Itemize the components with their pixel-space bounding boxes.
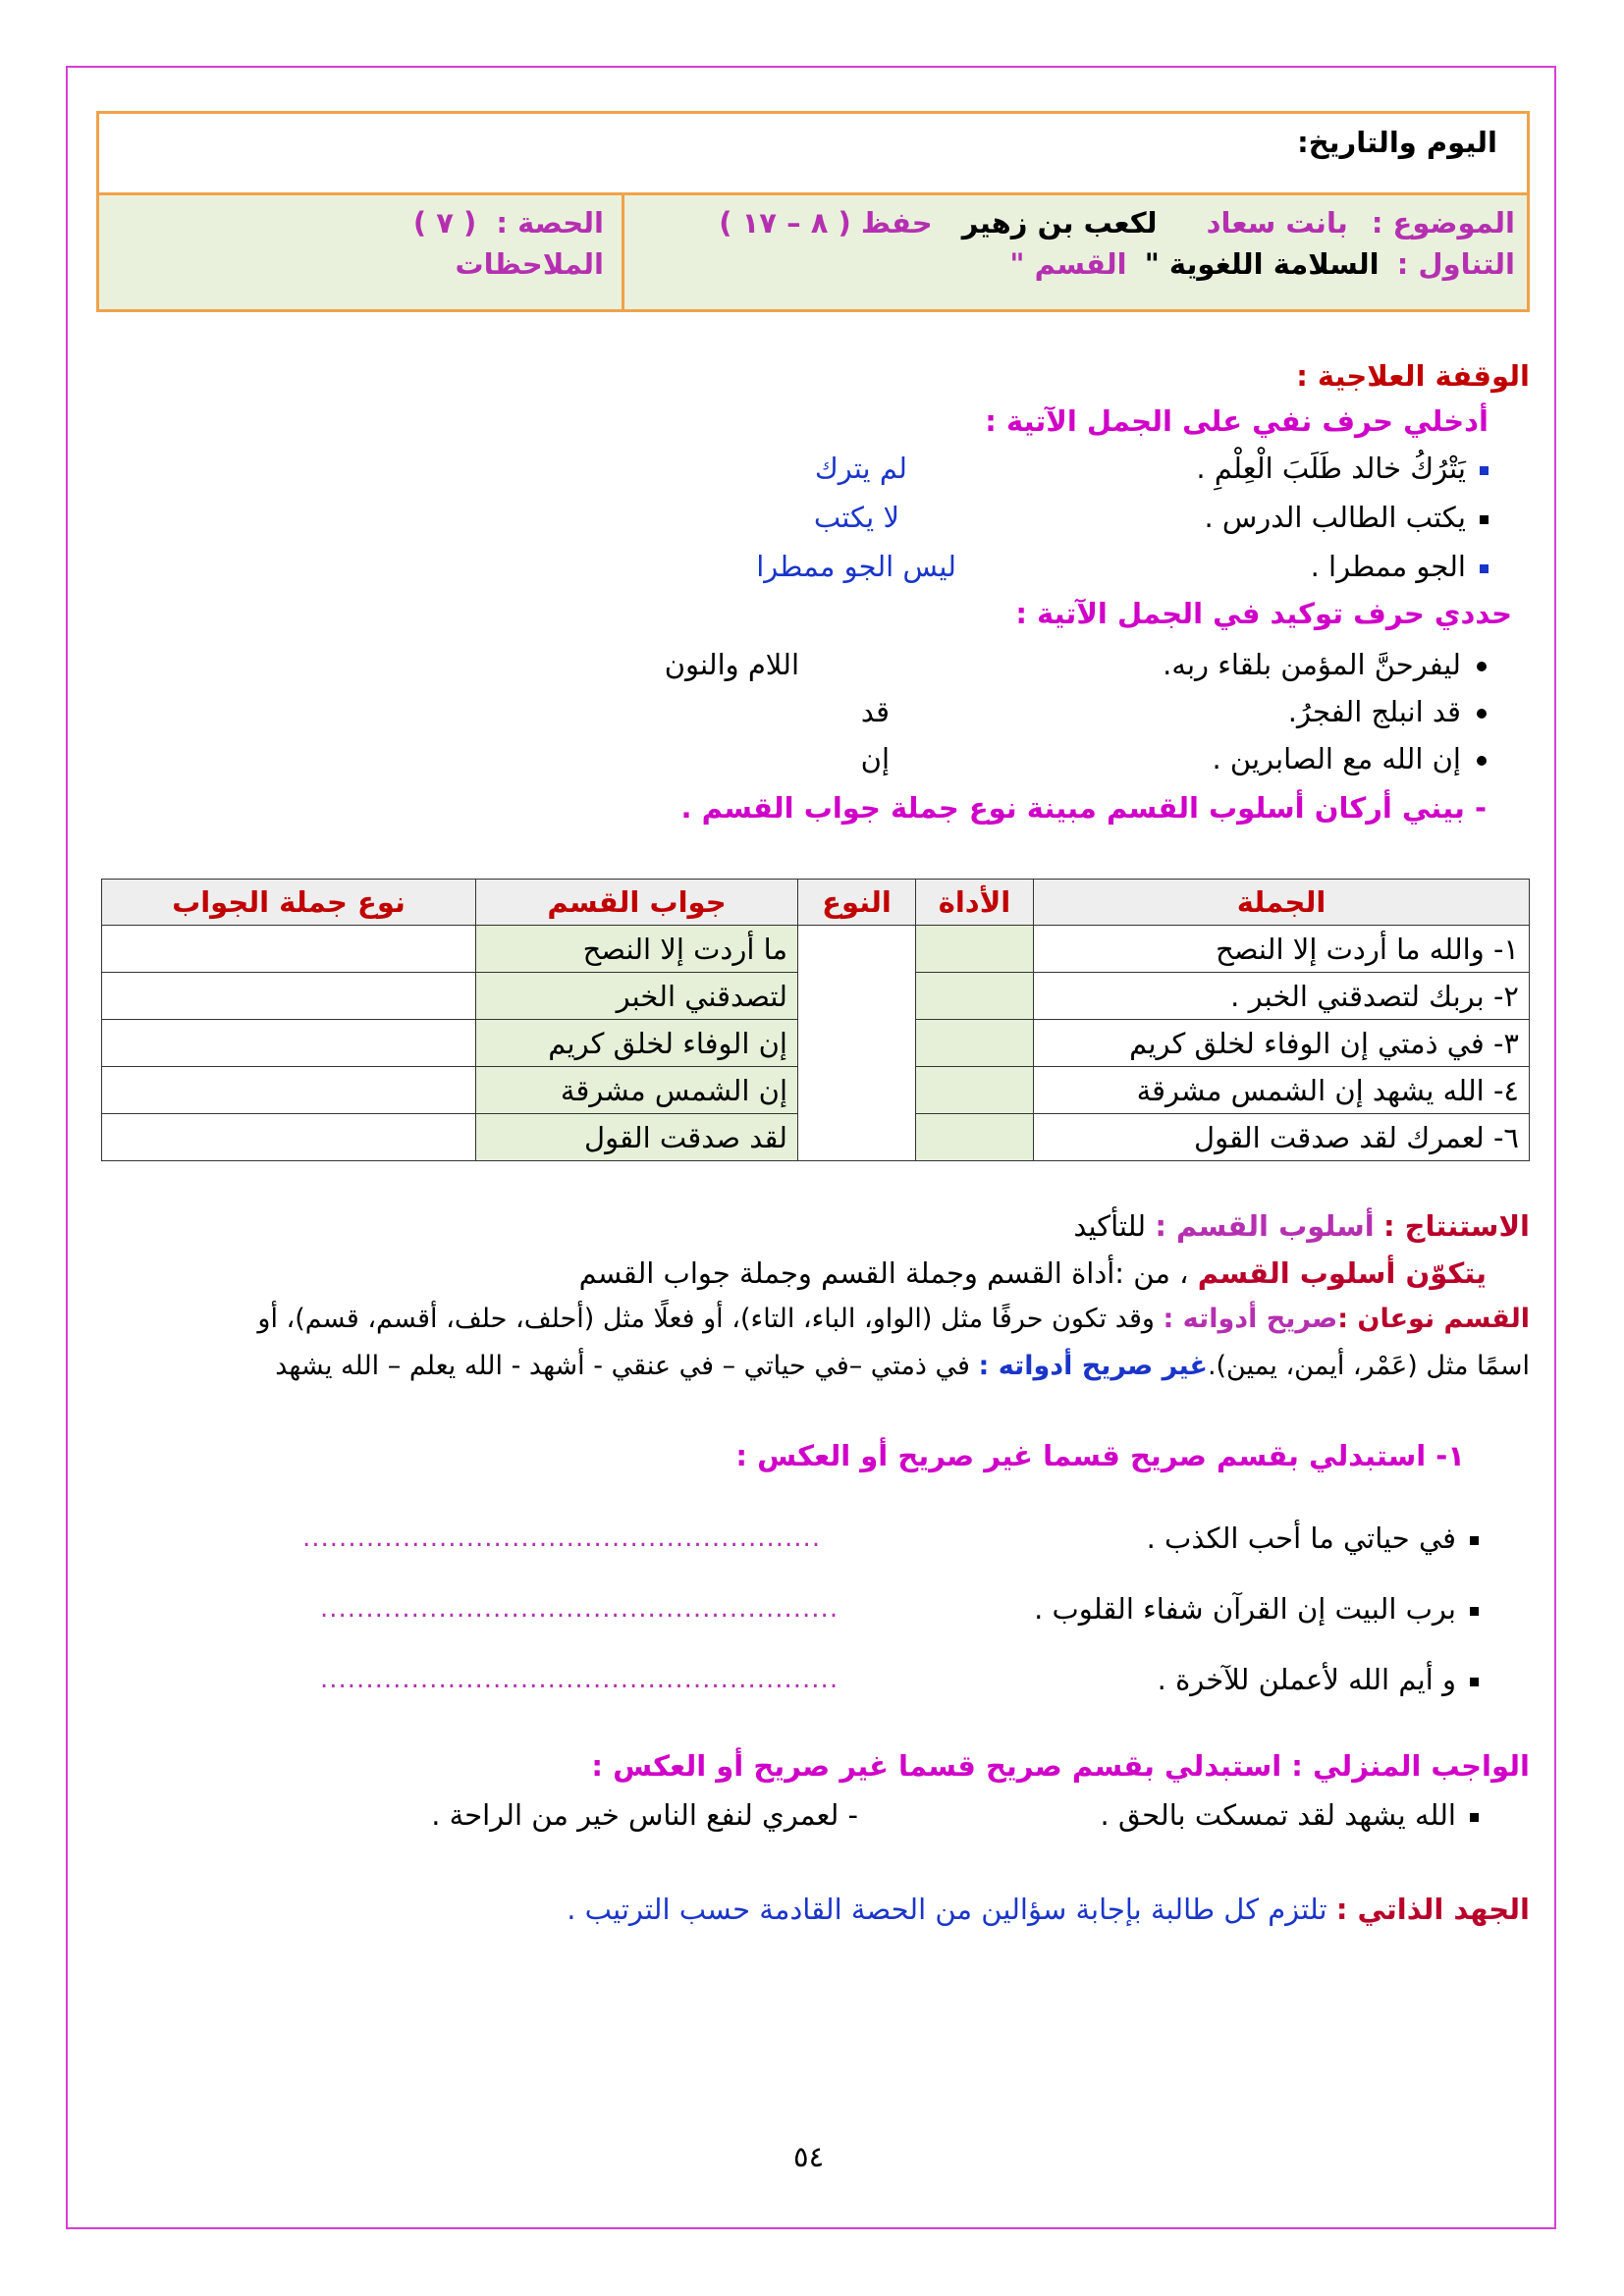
explicit-label: صريح أدواته :	[1163, 1304, 1338, 1334]
answer-line-1[interactable]: .........................................................	[302, 1523, 822, 1553]
bullet-icon	[1480, 515, 1489, 524]
cell-sentence: ٣- في ذمتي إن الوفاء لخلق كريم	[1034, 1020, 1530, 1067]
topic-line	[719, 206, 1515, 240]
bullet-icon	[1477, 662, 1487, 671]
conclusion-line-3	[257, 1304, 1530, 1334]
bullet-icon	[1470, 1678, 1479, 1686]
exercise-title: ١- استبدلي بقسم صريح قسما غير صريح أو العكس :	[735, 1439, 1465, 1472]
q1-sentence-2: يكتب الطالب الدرس .	[1204, 501, 1466, 534]
header-tool: الأداة	[916, 880, 1034, 926]
header-answer: جواب القسم	[476, 880, 798, 926]
q1-item-2	[1204, 501, 1489, 534]
cell-answer-type[interactable]	[102, 1067, 476, 1114]
homework-text: استبدلي بقسم صريح قسما غير صريح أو العكس :	[591, 1749, 1282, 1783]
q1-sentence-1: يَتْرُكُ خالد طَلَبَ الْعِلْمِ .	[1196, 452, 1466, 485]
q2-item-3	[1212, 742, 1487, 775]
q1-item-3	[1311, 550, 1489, 583]
self-effort-label: الجهد الذاتي :	[1335, 1893, 1530, 1926]
exercise-sentence-1: في حياتي ما أحب الكذب .	[1146, 1522, 1456, 1555]
q2-answer-1: اللام والنون	[664, 648, 799, 681]
q2-title: حددي حرف توكيد في الجمل الآتية :	[1015, 597, 1512, 630]
page-number: ٥٤	[793, 2140, 825, 2173]
header-divider	[622, 195, 624, 309]
q2-answer-2: قد	[860, 695, 890, 728]
homework-item-1	[1101, 1798, 1479, 1832]
bullet-icon	[1470, 1813, 1479, 1822]
cell-tool[interactable]	[916, 1114, 1034, 1161]
bullet-icon	[1470, 1607, 1479, 1616]
conclusion-line-4	[275, 1351, 1530, 1381]
q2-item-1	[1163, 648, 1487, 681]
line4-text: اسمًا مثل (عَمْر، أيمن، يمين).	[1207, 1351, 1530, 1381]
handling-line	[1009, 247, 1515, 281]
implicit-label: غير صريح أدواته :	[978, 1351, 1208, 1381]
session-value: ( ٧ )	[412, 206, 477, 240]
date-row	[99, 114, 1527, 195]
cell-sentence: ٢- بربك لتصدقني الخبر .	[1034, 973, 1530, 1020]
cell-tool[interactable]	[916, 926, 1034, 973]
cell-answer: لتصدقني الخبر	[476, 973, 798, 1020]
answer-line-2[interactable]: .........................................................	[320, 1594, 839, 1624]
topic-author: لكعب بن زهير	[961, 206, 1158, 240]
self-effort-text: تلتزم كل طالبة بإجابة سؤالين من الحصة القادمة حسب الترتيب .	[567, 1893, 1336, 1926]
oath-table	[101, 879, 1530, 1161]
q2-answer-3: إن	[860, 742, 890, 775]
cell-sentence: ٦- لعمرك لقد صدقت القول	[1034, 1114, 1530, 1161]
q2-sentence-1: ليفرحنَّ المؤمن بلقاء ربه.	[1163, 648, 1461, 681]
q2-sentence-2: قد انبلج الفجرُ.	[1287, 695, 1461, 728]
topic-title: بانت سعاد	[1206, 206, 1348, 240]
notes-label: الملاحظات	[455, 247, 604, 281]
handling-topic: القسم "	[1009, 247, 1127, 281]
topic-label: الموضوع :	[1371, 206, 1515, 240]
table-row	[102, 926, 1530, 973]
session-label: الحصة :	[496, 206, 604, 240]
bullet-icon	[1480, 564, 1489, 573]
conclusion-line-2	[579, 1256, 1487, 1290]
homework-label: الواجب المنزلي :	[1291, 1749, 1530, 1783]
q1-sentence-3: الجو ممطرا .	[1310, 550, 1466, 583]
cell-answer-type[interactable]	[102, 973, 476, 1020]
exercise-sentence-3: و أيم الله لأعملن للآخرة .	[1157, 1663, 1456, 1696]
q3-title: - بيني أركان أسلوب القسم مبينة نوع جملة جواب القسم .	[680, 791, 1487, 825]
self-effort-line	[567, 1893, 1530, 1926]
cell-tool[interactable]	[916, 1067, 1034, 1114]
bullet-icon	[1470, 1536, 1479, 1545]
homework-sentence-1: الله يشهد لقد تمسكت بالحق .	[1100, 1798, 1456, 1832]
conclusion-line-1	[1073, 1209, 1530, 1243]
header-answer-type: نوع جملة الجواب	[102, 880, 476, 926]
table-header-row	[102, 880, 1530, 926]
session-line	[413, 206, 604, 240]
q1-item-1	[1196, 452, 1489, 485]
q1-answer-2: لا يكتب	[813, 501, 899, 534]
handling-value: السلامة اللغوية "	[1144, 247, 1380, 281]
exercise-sentence-2: برب البيت إن القرآن شفاء القلوب .	[1034, 1592, 1456, 1626]
date-label: اليوم والتاريخ:	[1297, 126, 1497, 159]
conclusion-label: الاستنتاج :	[1382, 1209, 1530, 1243]
exercise-item-3	[1158, 1663, 1479, 1696]
composed-label: يتكوّن أسلوب القسم	[1197, 1256, 1487, 1290]
bullet-icon	[1477, 756, 1487, 766]
q2-sentence-3: إن الله مع الصابرين .	[1212, 742, 1461, 775]
cell-answer: لقد صدقت القول	[476, 1114, 798, 1161]
answer-line-3[interactable]: .........................................................	[320, 1665, 839, 1694]
cell-sentence: ٤- الله يشهد إن الشمس مشرقة	[1034, 1067, 1530, 1114]
explicit-text: وقد تكون حرفًا مثل (الواو، الباء، التاء)، أو فعلًا مثل (أحلف، حلف، أقسم، قسم)، أو	[257, 1304, 1164, 1334]
remedial-title: الوقفة العلاجية :	[1296, 359, 1530, 393]
style-label: أسلوب القسم :	[1155, 1209, 1375, 1243]
cell-tool[interactable]	[916, 1020, 1034, 1067]
q2-item-2	[1288, 695, 1487, 728]
cell-answer-type[interactable]	[102, 1114, 476, 1161]
composed-text: ، من :أداة القسم وجملة القسم وجملة جواب القسم	[578, 1256, 1198, 1290]
cell-sentence: ١- والله ما أردت إلا النصح	[1034, 926, 1530, 973]
homework-item-2: - لعمري لنفع الناس خير من الراحة .	[431, 1798, 858, 1832]
bullet-icon	[1480, 466, 1489, 475]
cell-tool[interactable]	[916, 973, 1034, 1020]
q1-title: أدخلي حرف نفي على الجمل الآتية :	[985, 404, 1489, 438]
style-text: للتأكيد	[1073, 1209, 1156, 1243]
exercise-item-1	[1147, 1522, 1479, 1555]
types-label: القسم نوعان :	[1337, 1304, 1530, 1334]
cell-answer: ما أردت إلا النصح	[476, 926, 798, 973]
bullet-icon	[1477, 709, 1487, 719]
cell-answer-type[interactable]	[102, 926, 476, 973]
cell-answer-type[interactable]	[102, 1020, 476, 1067]
exercise-item-2	[1034, 1592, 1479, 1626]
handling-label: التناول :	[1396, 247, 1515, 281]
header-box	[96, 111, 1530, 312]
cell-answer: إن الوفاء لخلق كريم	[476, 1020, 798, 1067]
header-type: النوع	[798, 880, 916, 926]
header-sentence: الجملة	[1034, 880, 1530, 926]
cell-answer: إن الشمس مشرقة	[476, 1067, 798, 1114]
q1-answer-3: ليس الجو ممطرا	[756, 550, 956, 583]
q1-answer-1: لم يترك	[814, 452, 907, 485]
homework-line	[591, 1749, 1530, 1783]
implicit-text: في ذمتي –في حياتي – في عنقي - أشهد - الله يعلم – الله يشهد	[275, 1351, 979, 1381]
cell-type[interactable]	[798, 926, 916, 1161]
topic-memorize: حفظ ( ٨ – ١٧ )	[719, 206, 933, 240]
